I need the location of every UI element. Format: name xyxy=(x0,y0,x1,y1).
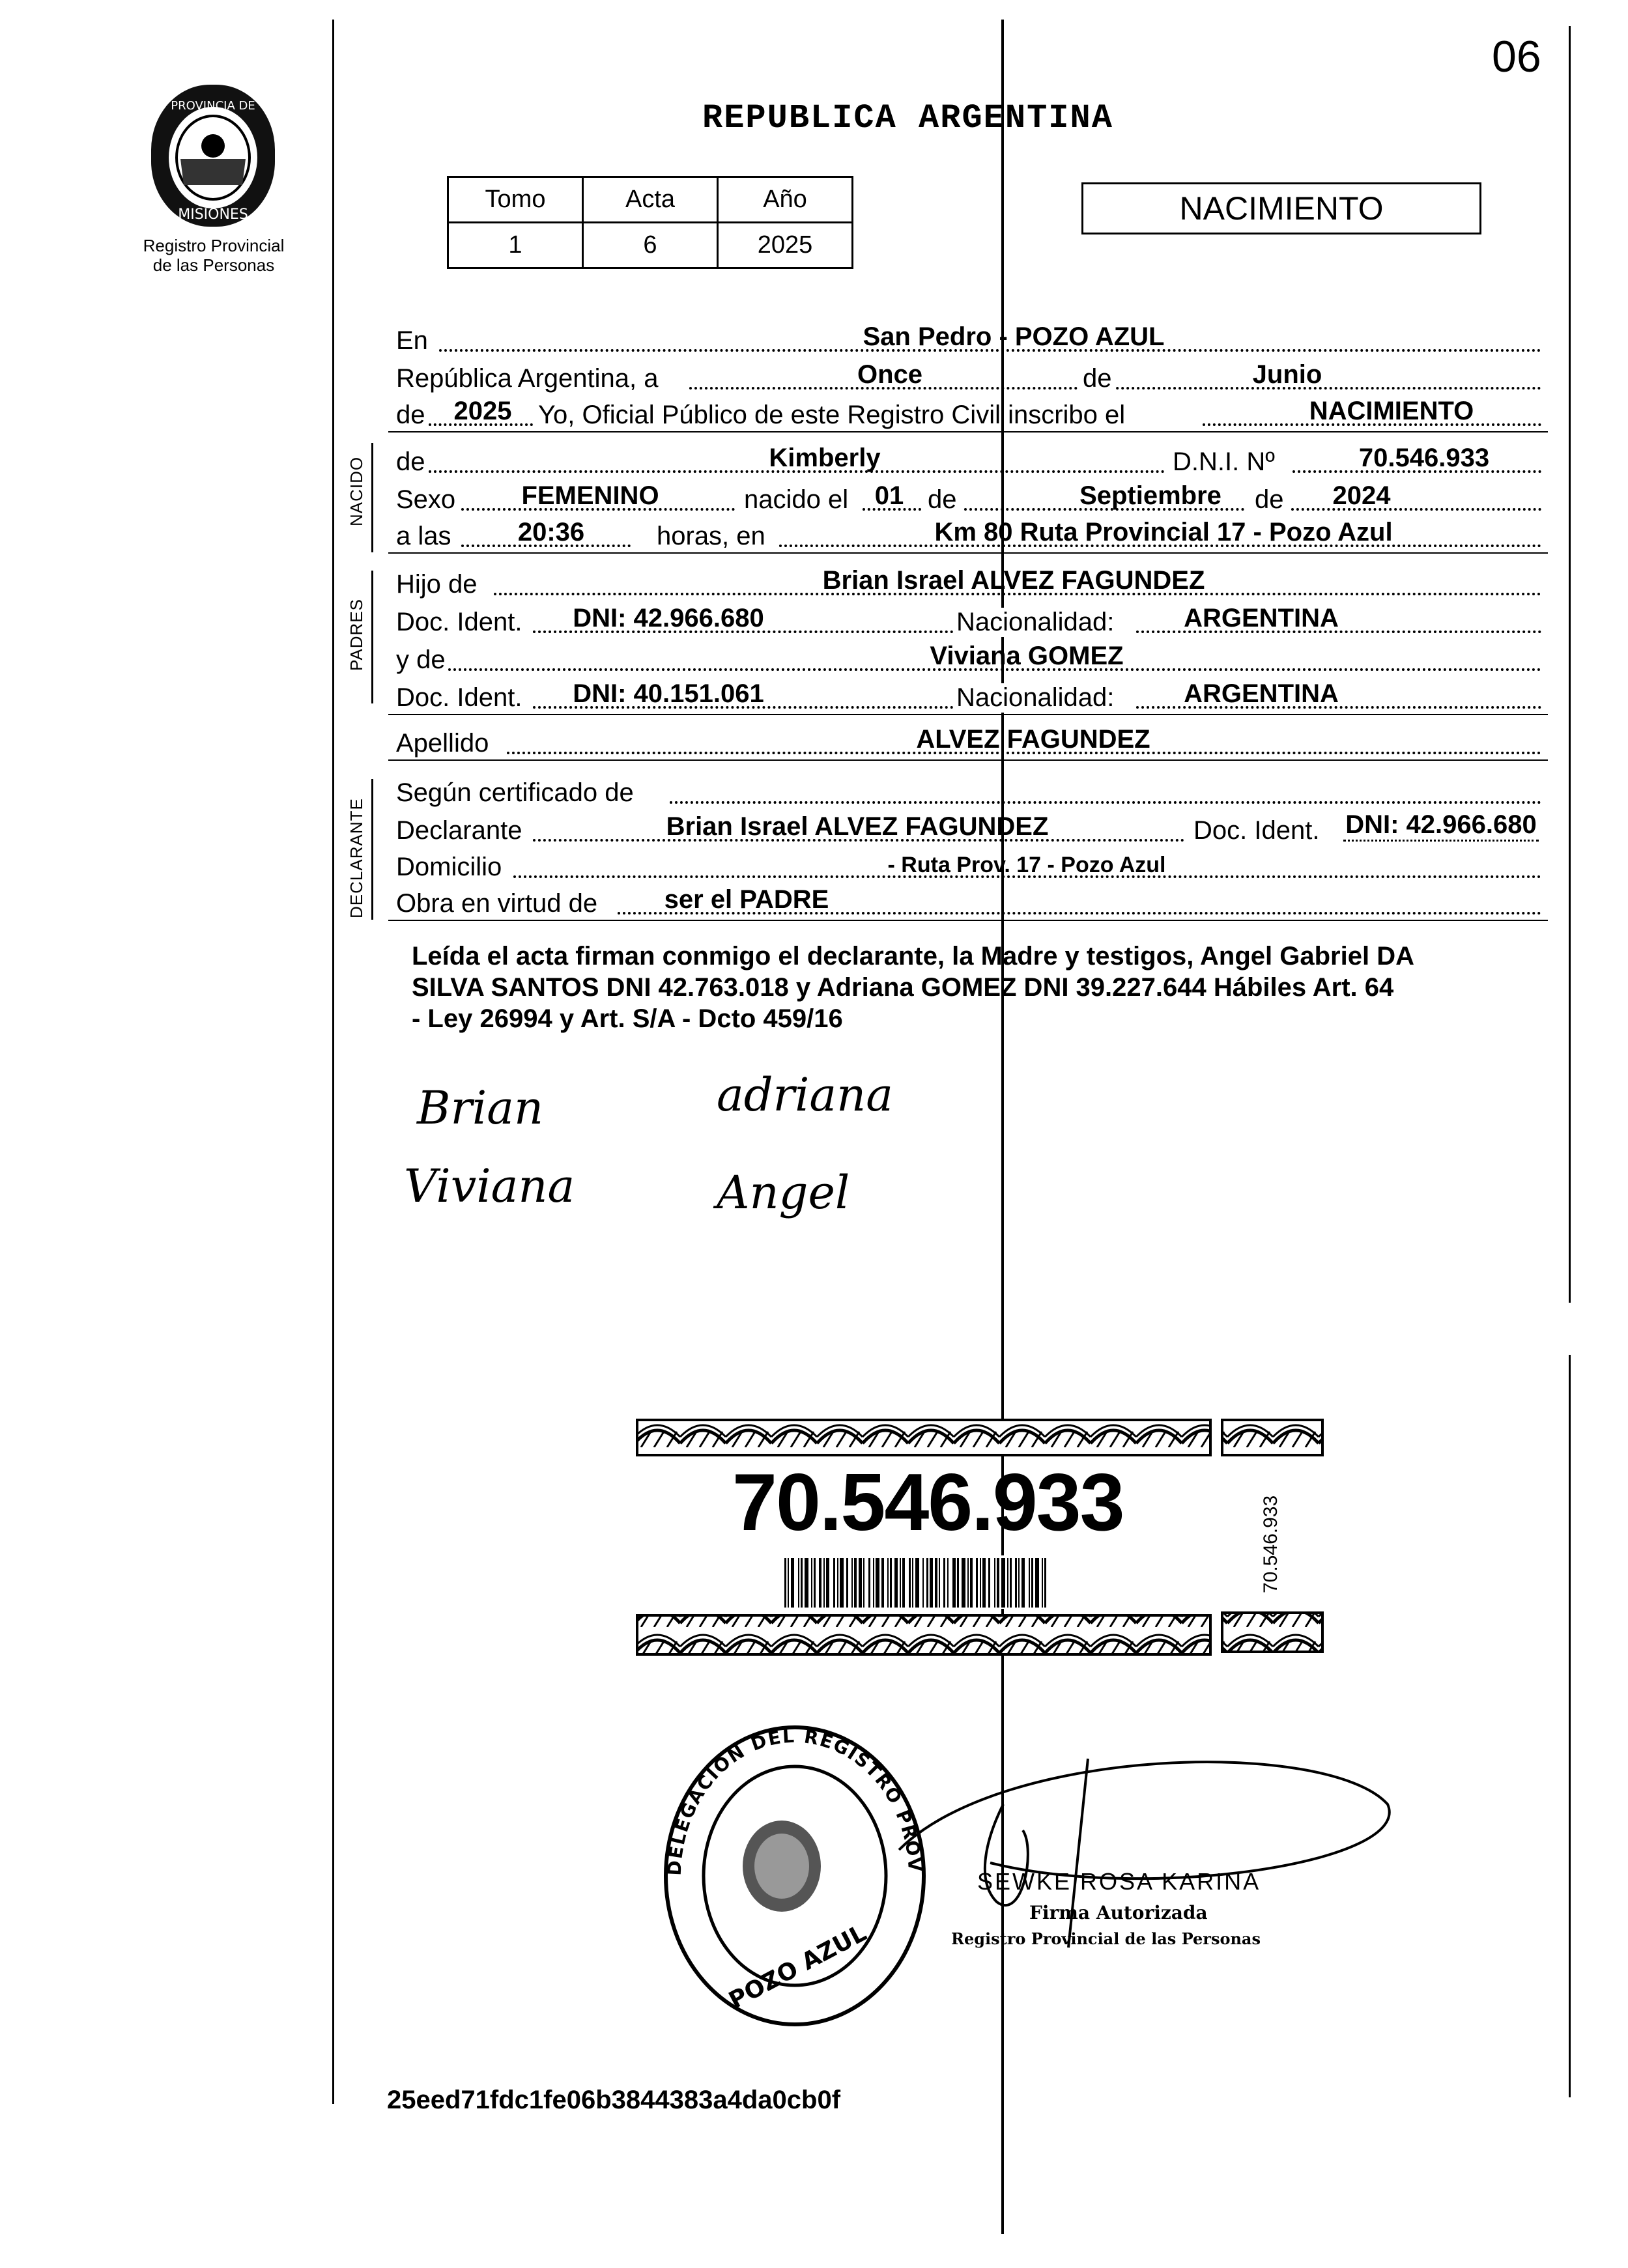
barcode-bar xyxy=(939,1558,940,1608)
scan-line-right-lower xyxy=(1569,1355,1571,2097)
record-type-box: NACIMIENTO xyxy=(1081,182,1481,234)
barcode-bar xyxy=(952,1558,956,1608)
page-number: 06 xyxy=(1492,32,1541,81)
barcode-bar xyxy=(798,1558,799,1608)
nacionalidad-label: Nacionalidad: xyxy=(954,683,1117,713)
barcode-bar xyxy=(947,1558,949,1608)
obra-label: Obra en virtud de xyxy=(396,889,598,918)
page-title: REPUBLICA ARGENTINA xyxy=(702,99,1113,137)
birth-year: 2024 xyxy=(1332,481,1391,510)
section-bracket xyxy=(371,779,373,920)
scan-line-left xyxy=(332,20,334,2104)
barcode-bar xyxy=(926,1558,928,1608)
svg-text:MISIONES: MISIONES xyxy=(178,206,248,223)
row-sex xyxy=(388,478,1548,517)
document-hash: 25eed71fdc1fe06b3844383a4da0cb0f xyxy=(387,2086,841,2114)
table-cell: 2025 xyxy=(718,223,853,268)
section-bracket xyxy=(371,443,373,552)
row-address xyxy=(388,845,1548,885)
barcode-bar xyxy=(1021,1558,1025,1608)
barcode-bar xyxy=(788,1558,789,1608)
barcode-bar xyxy=(980,1558,981,1608)
section-bracket xyxy=(371,571,373,703)
father-name: Brian Israel ALVEZ FAGUNDEZ xyxy=(822,566,1205,595)
section-nacido: NACIDO xyxy=(347,456,366,526)
closing-text: Leída el acta firman conmigo el declarante, la Madre y testigos, Angel Gabriel DA SILVA SANTOS DNI 42.763.018 y Adriana GOMEZ DNI 39.227.644 Hábiles Art. 64 - Ley 26994 y Art. S/A - Dcto 459/16 xyxy=(412,942,1414,1033)
barcode-bar xyxy=(791,1558,794,1608)
row-mother-doc xyxy=(388,676,1548,715)
barcode-bar xyxy=(823,1558,825,1608)
svg-text:POZO AZUL: POZO AZUL xyxy=(724,1920,871,2015)
month-value: Junio xyxy=(1252,360,1322,389)
table-header: Acta xyxy=(583,177,718,223)
section-declarante: DECLARANTE xyxy=(347,798,366,918)
row-name xyxy=(388,440,1548,479)
barcode-bar xyxy=(982,1558,986,1608)
horas-label: horas, en xyxy=(657,522,765,550)
en-label: En xyxy=(396,326,428,355)
barcode-bar xyxy=(909,1558,911,1608)
mother-nat: ARGENTINA xyxy=(1184,679,1339,708)
barcode-bar xyxy=(1035,1558,1039,1608)
obra-value: ser el PADRE xyxy=(664,885,829,914)
en-value: San Pedro - POZO AZUL xyxy=(863,322,1165,351)
de5-label: de xyxy=(1255,485,1284,514)
barcode-bar xyxy=(1010,1558,1012,1608)
domicilio-value: - Ruta Prov. 17 - Pozo Azul xyxy=(887,853,1166,877)
inscribe-value: NACIMIENTO xyxy=(1309,397,1474,425)
barcode-bar xyxy=(887,1558,889,1608)
barcode-bar xyxy=(912,1558,913,1608)
barcode-bar xyxy=(863,1558,864,1608)
y-de-label: y de xyxy=(396,645,446,674)
barcode-bar xyxy=(1007,1558,1008,1608)
year-value: 2025 xyxy=(453,397,512,425)
barcode-bar xyxy=(1042,1558,1043,1608)
hijo-label: Hijo de xyxy=(396,570,478,599)
republica-label: República Argentina, a xyxy=(396,364,659,393)
a-las-label: a las xyxy=(396,522,451,550)
sexo-label: Sexo xyxy=(396,485,456,514)
misiones-seal-icon xyxy=(145,81,281,231)
barcode-bar xyxy=(811,1558,812,1608)
barcode-bar xyxy=(967,1558,969,1608)
barcode-bar xyxy=(854,1558,857,1608)
signature-adriana: adriana xyxy=(717,1068,893,1122)
dni-label: D.N.I. Nº xyxy=(1173,447,1275,476)
barcode-bar xyxy=(957,1558,959,1608)
doc-ident-label: Doc. Ident. xyxy=(396,683,522,712)
barcode-bar xyxy=(840,1558,844,1608)
registry-seal xyxy=(145,81,281,231)
decl-doc-label: Doc. Ident. xyxy=(1193,816,1320,845)
barcode-bar xyxy=(859,1558,862,1608)
name-value: Kimberly xyxy=(769,444,881,472)
de3-label: de xyxy=(396,447,425,476)
dots xyxy=(670,801,1541,804)
barcode-bar xyxy=(876,1558,879,1608)
row-en xyxy=(388,319,1548,358)
row-official xyxy=(388,393,1548,432)
table-cell: 6 xyxy=(583,223,718,268)
row-obra xyxy=(388,882,1548,921)
barcode-bar xyxy=(837,1558,838,1608)
nacionalidad-label: Nacionalidad: xyxy=(954,608,1117,637)
signer-name: SEWKE ROSA KARINA xyxy=(977,1868,1261,1895)
barcode-bar xyxy=(826,1558,829,1608)
signer-office: Registro Provincial de las Personas xyxy=(951,1929,1261,1948)
barcode-bar xyxy=(1018,1558,1020,1608)
signer-role: Firma Autorizada xyxy=(1029,1902,1208,1923)
birth-place: Km 80 Ruta Provincial 17 - Pozo Azul xyxy=(934,518,1393,546)
father-nat: ARGENTINA xyxy=(1184,604,1339,632)
birth-time: 20:36 xyxy=(517,518,585,546)
official-text: Yo, Oficial Público de este Registro Civil inscribo el xyxy=(538,401,1126,429)
barcode-bar xyxy=(900,1558,901,1608)
doc-ident-label: Doc. Ident. xyxy=(396,608,522,636)
row-date xyxy=(388,357,1548,396)
barcode-bar xyxy=(805,1558,808,1608)
barcode-bar xyxy=(922,1558,924,1608)
barcode-bar xyxy=(970,1558,973,1608)
decl-doc-value: DNI: 42.966.680 xyxy=(1343,810,1539,842)
barcode-bar xyxy=(1044,1558,1046,1608)
barcode-bar xyxy=(846,1558,848,1608)
barcode-bar xyxy=(819,1558,821,1608)
table-cell: 1 xyxy=(448,223,583,268)
de-label: de xyxy=(1079,364,1116,393)
sticker-number: 70.546.933 xyxy=(732,1458,1124,1548)
scan-line-right xyxy=(1569,26,1571,1303)
barcode-bar xyxy=(801,1558,803,1608)
barcode-bar xyxy=(1015,1558,1017,1608)
de4-label: de xyxy=(928,485,957,514)
barcode-bar xyxy=(1001,1558,1005,1608)
barcode-bar xyxy=(1029,1558,1030,1608)
svg-text:PROVINCIA DE: PROVINCIA DE xyxy=(171,99,255,113)
declarante-label: Declarante xyxy=(396,816,522,845)
barcode-bar xyxy=(988,1558,990,1608)
apellido-value: ALVEZ FAGUNDEZ xyxy=(916,725,1150,754)
barcode-bar xyxy=(994,1558,995,1608)
sexo-value: FEMENINO xyxy=(521,481,659,510)
dni-value: 70.546.933 xyxy=(1358,444,1490,472)
barcode-bar xyxy=(873,1558,874,1608)
table-header: Tomo xyxy=(448,177,583,223)
barcode-bar xyxy=(935,1558,937,1608)
sticker-side-number: 70.546.933 xyxy=(1260,1495,1281,1593)
barcode-bar xyxy=(943,1558,945,1608)
registry-label: Registro Provincial de las Personas xyxy=(143,236,285,275)
barcode-bar xyxy=(814,1558,816,1608)
barcode-bar xyxy=(868,1558,870,1608)
barcode-bar xyxy=(902,1558,905,1608)
birth-month: Septiembre xyxy=(1079,481,1221,510)
barcode-bar xyxy=(930,1558,933,1608)
barcode-bar xyxy=(997,1558,999,1608)
barcode-bar xyxy=(890,1558,892,1608)
row-time xyxy=(388,515,1548,554)
de2-label: de xyxy=(396,401,425,429)
mother-doc: DNI: 40.151.061 xyxy=(573,679,764,708)
barcode-bar xyxy=(915,1558,919,1608)
segun-label: Según certificado de xyxy=(396,778,634,807)
record-table xyxy=(447,176,853,269)
barcode-bar xyxy=(833,1558,835,1608)
birth-day: 01 xyxy=(874,481,904,510)
father-doc: DNI: 42.966.680 xyxy=(573,604,764,632)
barcode-bar xyxy=(976,1558,978,1608)
row-mother xyxy=(388,638,1548,677)
signature-brian: Brian xyxy=(417,1081,544,1135)
barcode-bar xyxy=(962,1558,965,1608)
barcode-bar xyxy=(851,1558,853,1608)
table-header: Año xyxy=(718,177,853,223)
barcode-icon xyxy=(780,1555,1054,1609)
nacido-el-label: nacido el xyxy=(744,485,849,514)
row-certificate xyxy=(388,771,1548,810)
declarante-value: Brian Israel ALVEZ FAGUNDEZ xyxy=(666,812,1049,841)
signature-angel: Angel xyxy=(717,1166,850,1219)
dni-sticker xyxy=(635,1417,1325,1665)
apellido-label: Apellido xyxy=(396,729,489,758)
section-padres: PADRES xyxy=(347,599,366,671)
barcode-bar xyxy=(784,1558,786,1608)
signature-viviana: Viviana xyxy=(404,1159,575,1213)
mother-name: Viviana GOMEZ xyxy=(930,642,1124,670)
barcode-bar xyxy=(881,1558,884,1608)
barcode-bar xyxy=(1031,1558,1033,1608)
domicilio-label: Domicilio xyxy=(396,853,502,881)
day-value: Once xyxy=(857,360,923,389)
row-declarant xyxy=(388,809,1548,848)
row-father xyxy=(388,563,1548,602)
row-father-doc xyxy=(388,601,1548,640)
row-surname xyxy=(388,722,1548,761)
barcode-bar xyxy=(894,1558,898,1608)
svg-text:DELEGACION DEL REGISTRO PROVIN: DELEGACION DEL REGISTRO PROV xyxy=(663,1725,926,1877)
